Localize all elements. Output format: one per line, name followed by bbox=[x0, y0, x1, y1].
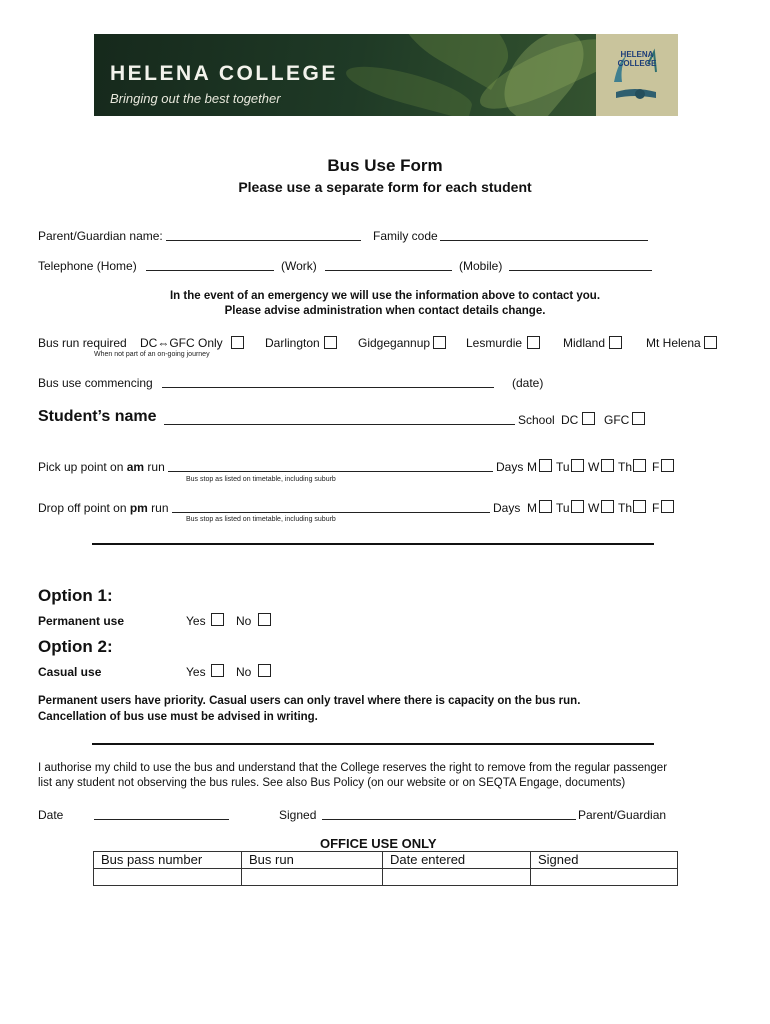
school-gfc-checkbox[interactable] bbox=[632, 412, 645, 425]
priority-note: Permanent users have priority. Casual users can only travel where there is capacity on the bus run. bbox=[38, 695, 581, 707]
option1-label: Permanent use bbox=[38, 614, 125, 628]
option2-no-checkbox[interactable] bbox=[258, 664, 271, 677]
pickup-label bbox=[38, 460, 165, 474]
college-tagline: Bringing out the best together bbox=[110, 91, 281, 106]
signature-date-field[interactable] bbox=[94, 819, 229, 820]
mobile-phone-label: (Mobile) bbox=[459, 259, 503, 273]
dropoff-day-w-label: W bbox=[588, 501, 600, 515]
run-lesmurdie-checkbox[interactable] bbox=[527, 336, 540, 349]
option1-yes-label: Yes bbox=[186, 614, 206, 628]
parent-name-label: Parent/Guardian name: bbox=[38, 229, 163, 243]
pickup-day-tu-label: Tu bbox=[556, 460, 570, 474]
option1-no-label: No bbox=[236, 614, 252, 628]
dropoff-days-label: Days bbox=[493, 501, 521, 515]
col-bus-run: Bus run bbox=[242, 852, 383, 869]
option2-yes-checkbox[interactable] bbox=[211, 664, 224, 677]
pickup-day-m-label: M bbox=[527, 460, 537, 474]
authorise-statement-2: list any student not observing the bus rules. See also Bus Policy (on our website or on SEQTA Engage, documents) bbox=[38, 777, 626, 789]
student-name-label: Student’s name bbox=[38, 408, 157, 425]
parent-name-field[interactable] bbox=[166, 240, 361, 241]
pickup-day-w-checkbox[interactable] bbox=[601, 459, 614, 472]
pickup-day-th-label: Th bbox=[618, 460, 633, 474]
family-code-field[interactable] bbox=[440, 240, 648, 241]
section-divider bbox=[92, 543, 654, 545]
dropoff-day-w-checkbox[interactable] bbox=[601, 500, 614, 513]
option2-no-label: No bbox=[236, 665, 252, 679]
bus-pass-number-cell[interactable] bbox=[94, 869, 242, 886]
signed-cell[interactable] bbox=[531, 869, 678, 886]
college-name: HELENA COLLEGE bbox=[110, 62, 338, 85]
logo-text-line1: HELENA bbox=[620, 50, 654, 59]
work-phone-label: (Work) bbox=[281, 259, 317, 273]
dropoff-day-f-checkbox[interactable] bbox=[661, 500, 674, 513]
dropoff-label bbox=[38, 501, 169, 515]
pickup-day-m-checkbox[interactable] bbox=[539, 459, 552, 472]
run-darlington-checkbox[interactable] bbox=[324, 336, 337, 349]
commencing-field[interactable] bbox=[162, 387, 494, 388]
school-gfc-label: GFC bbox=[604, 413, 630, 427]
pickup-day-th-checkbox[interactable] bbox=[633, 459, 646, 472]
date-entered-cell[interactable] bbox=[383, 869, 531, 886]
pickup-field[interactable] bbox=[168, 471, 493, 472]
pickup-days-label: Days bbox=[496, 460, 524, 474]
dropoff-day-th-label: Th bbox=[618, 501, 633, 515]
option1-heading: Option 1: bbox=[38, 586, 113, 605]
home-phone-field[interactable] bbox=[146, 270, 274, 271]
dropoff-note: Bus stop as listed on timetable, including suburb bbox=[186, 516, 336, 523]
dropoff-day-m-checkbox[interactable] bbox=[539, 500, 552, 513]
pickup-label-text: Pick up point on bbox=[38, 460, 127, 474]
run-lesmurdie-label: Lesmurdie bbox=[466, 336, 523, 350]
office-table-row bbox=[94, 869, 678, 886]
signed-label: Signed bbox=[279, 808, 317, 822]
dropoff-day-m-label: M bbox=[527, 501, 537, 515]
bus-run-label: Bus run required bbox=[38, 336, 127, 350]
parent-guardian-sig-label: Parent/Guardian bbox=[578, 808, 667, 822]
logo-text-line2: COLLEGE bbox=[617, 59, 657, 68]
office-use-heading: OFFICE USE ONLY bbox=[320, 836, 437, 851]
emergency-note-2: Please advise administration when contact details change. bbox=[224, 305, 546, 317]
dropoff-label-run: run bbox=[147, 501, 169, 515]
option2-label: Casual use bbox=[38, 665, 102, 679]
logo-wordmark bbox=[610, 50, 664, 68]
dropoff-day-f-label: F bbox=[652, 501, 660, 515]
dropoff-day-tu-checkbox[interactable] bbox=[571, 500, 584, 513]
school-dc-label: DC bbox=[561, 413, 579, 427]
date-label: (date) bbox=[512, 376, 544, 390]
option1-yes-checkbox[interactable] bbox=[211, 613, 224, 626]
col-signed: Signed bbox=[531, 852, 678, 869]
emergency-note: In the event of an emergency we will use the information above to contact you. bbox=[169, 290, 601, 302]
cancellation-note: Cancellation of bus use must be advised in writing. bbox=[38, 711, 318, 723]
office-table-header bbox=[94, 852, 678, 869]
authorise-statement: I authorise my child to use the bus and understand that the College reserves the right to remove from the regular passenger bbox=[38, 762, 668, 774]
commencing-label: Bus use commencing bbox=[38, 376, 153, 390]
office-use-table bbox=[93, 851, 678, 886]
student-name-field[interactable] bbox=[164, 424, 515, 425]
form-subtitle: Please use a separate form for each student bbox=[238, 179, 532, 195]
run-darlington-label: Darlington bbox=[265, 336, 320, 350]
signature-date-label: Date bbox=[38, 808, 64, 822]
option2-heading: Option 2: bbox=[38, 637, 113, 656]
family-code-label: Family code bbox=[373, 229, 438, 243]
section-divider-2 bbox=[92, 743, 654, 745]
pickup-day-w-label: W bbox=[588, 460, 600, 474]
signature-field[interactable] bbox=[322, 819, 576, 820]
run-mt-helena-label: Mt Helena bbox=[646, 336, 701, 350]
run-dc-gfc-label: DC⇔GFC Only bbox=[140, 336, 223, 350]
dropoff-pm: pm bbox=[129, 501, 148, 515]
dropoff-day-th-checkbox[interactable] bbox=[633, 500, 646, 513]
run-dc-gfc-checkbox[interactable] bbox=[231, 336, 244, 349]
run-mt-helena-checkbox[interactable] bbox=[704, 336, 717, 349]
bus-run-cell[interactable] bbox=[242, 869, 383, 886]
col-date-entered: Date entered bbox=[383, 852, 531, 869]
college-banner bbox=[94, 34, 678, 116]
col-bus-pass-number: Bus pass number bbox=[94, 852, 242, 869]
pickup-day-f-label: F bbox=[652, 460, 660, 474]
dropoff-day-tu-label: Tu bbox=[556, 501, 570, 515]
school-dc-checkbox[interactable] bbox=[582, 412, 595, 425]
pickup-note: Bus stop as listed on timetable, including suburb bbox=[186, 476, 336, 483]
pickup-label-run: run bbox=[144, 460, 165, 474]
pickup-day-tu-checkbox[interactable] bbox=[571, 459, 584, 472]
pickup-am: am bbox=[126, 460, 145, 474]
run-gidgegannup-checkbox[interactable] bbox=[433, 336, 446, 349]
run-gidgegannup-label: Gidgegannup bbox=[358, 336, 431, 350]
run-midland-checkbox[interactable] bbox=[609, 336, 622, 349]
pickup-day-f-checkbox[interactable] bbox=[661, 459, 674, 472]
dropoff-label-text: Drop off point on bbox=[38, 501, 130, 515]
work-phone-field[interactable] bbox=[325, 270, 452, 271]
school-label: School bbox=[518, 413, 555, 427]
form-title: Bus Use Form bbox=[327, 156, 443, 175]
run-midland-label: Midland bbox=[563, 336, 606, 350]
bus-run-note: When not part of an on-going journey bbox=[94, 351, 210, 358]
dropoff-field[interactable] bbox=[172, 512, 490, 513]
college-logo bbox=[596, 34, 678, 116]
option1-no-checkbox[interactable] bbox=[258, 613, 271, 626]
home-phone-label: Telephone (Home) bbox=[38, 259, 137, 273]
option2-yes-label: Yes bbox=[186, 665, 206, 679]
mobile-phone-field[interactable] bbox=[509, 270, 652, 271]
